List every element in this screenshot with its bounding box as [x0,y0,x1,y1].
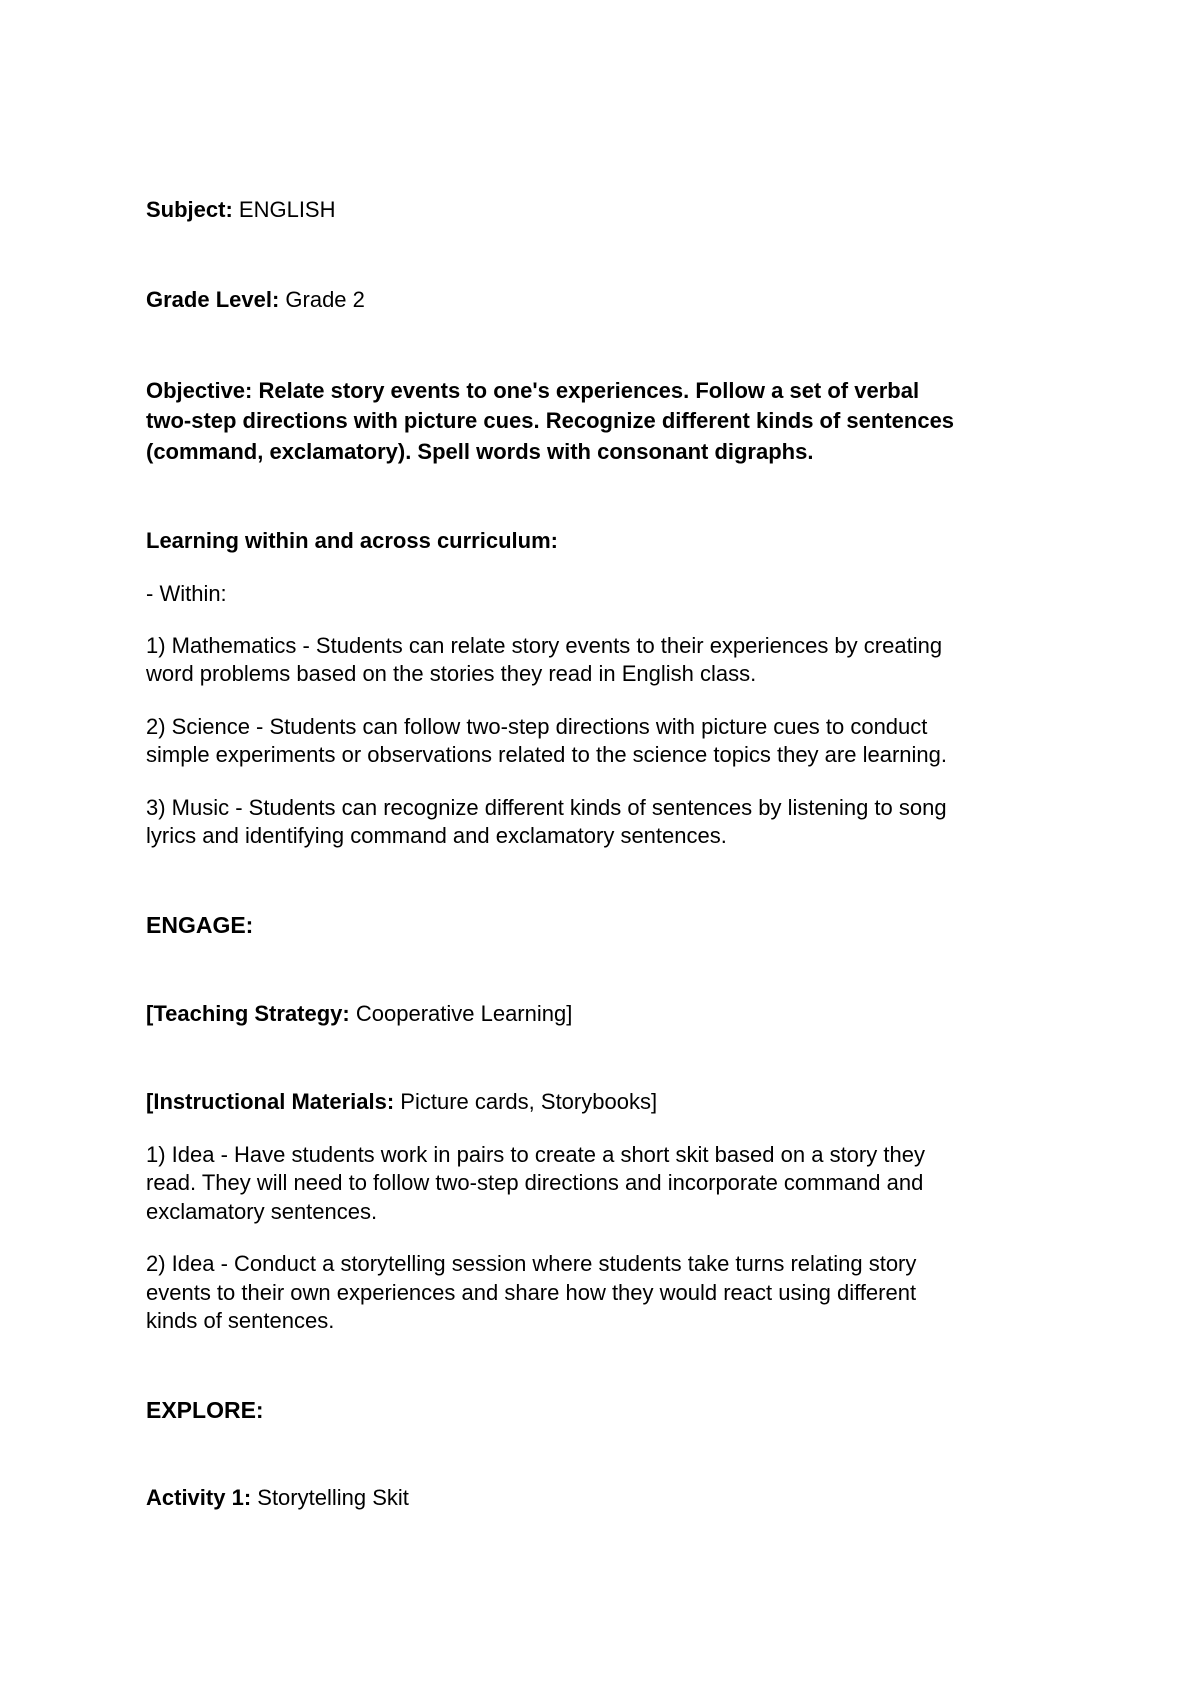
learning-item-3-line-2: lyrics and identifying command and exclamatory sentences. [146,823,727,848]
materials-open: [ [146,1089,154,1114]
objective-line-3: (command, exclamatory). Spell words with consonant digraphs. [146,439,814,464]
idea-2-line-2: events to their own experiences and share how they would react using different [146,1280,917,1305]
idea-2-line-1: 2) Idea - Conduct a storytelling session where students take turns relating story [146,1251,917,1276]
materials-value: Picture cards, Storybooks] [394,1089,658,1114]
strategy-label: Teaching Strategy: [153,1001,350,1026]
objective-line-2: two-step directions with picture cues. Recognize different kinds of sentences [146,408,955,433]
learning-item-2-line-1: 2) Science - Students can follow two-step directions with picture cues to conduct [146,714,928,739]
subject-label: Subject: [146,197,233,222]
learning-item-3-line-1: 3) Music - Students can recognize different kinds of sentences by listening to song [146,795,947,820]
learning-item-2-line-2: simple experiments or observations related to the science topics they are learning. [146,742,947,767]
instructional-materials-line [146,1088,1066,1116]
objective-label: Objective: [146,378,253,403]
subject-line [146,196,1066,224]
strategy-open: [ [146,1001,154,1026]
engage-heading: ENGAGE: [146,912,254,938]
teaching-strategy-line [146,1000,1066,1028]
grade-level-label: Grade Level: [146,287,280,312]
activity-value: Storytelling Skit [251,1485,409,1510]
idea-1-line-1: 1) Idea - Have students work in pairs to create a short skit based on a story they [146,1142,925,1167]
objective-text-1: Relate story events to one's experiences. Follow a set of verbal [252,378,920,403]
learning-heading: Learning within and across curriculum: [146,528,558,553]
within-label: - Within: [146,581,227,606]
subject-value: ENGLISH [232,197,336,222]
materials-label: Instructional Materials: [153,1089,395,1114]
learning-item-1-line-1: 1) Mathematics - Students can relate story events to their experiences by creating [146,633,943,658]
activity-1-line [146,1484,1066,1512]
grade-level-value: Grade 2 [279,287,365,312]
grade-level-line [146,286,1066,314]
objective-line-1 [146,377,1066,405]
strategy-value: Cooperative Learning] [349,1001,573,1026]
idea-1-line-3: exclamatory sentences. [146,1199,378,1224]
activity-label: Activity 1: [146,1485,252,1510]
idea-2-line-3: kinds of sentences. [146,1308,335,1333]
explore-heading: EXPLORE: [146,1397,264,1423]
idea-1-line-2: read. They will need to follow two-step directions and incorporate command and [146,1170,924,1195]
learning-item-1-line-2: word problems based on the stories they read in English class. [146,661,757,686]
